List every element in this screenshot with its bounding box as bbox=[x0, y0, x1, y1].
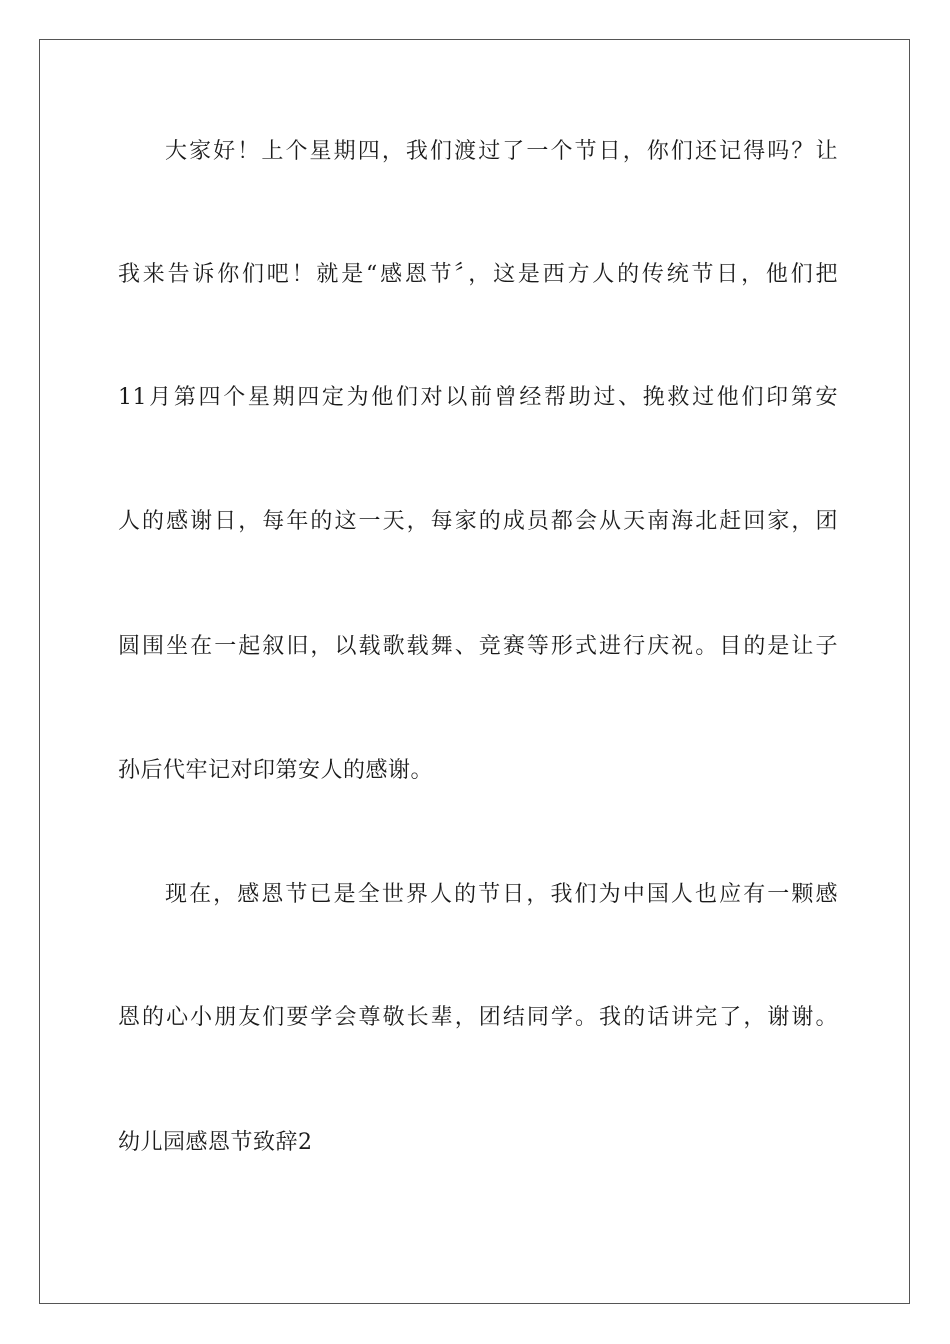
paragraph-1-line-5: 圆围坐在一起叙旧，以载歌载舞、竞赛等形式进行庆祝。目的是让子 bbox=[118, 634, 838, 659]
paragraph-1-line-2: 我来告诉你们吧！就是“感恩节〞，这是西方人的传统节日，他们把 bbox=[118, 262, 838, 287]
paragraph-2-line-1: 现在，感恩节已是全世界人的节日，我们为中国人也应有一颗感 bbox=[165, 882, 838, 907]
paragraph-1-line-1: 大家好！上个星期四，我们渡过了一个节日，你们还记得吗？让 bbox=[165, 139, 838, 164]
paragraph-1-line-3: 11月第四个星期四定为他们对以前曾经帮助过、挽救过他们印第安 bbox=[118, 385, 838, 410]
section-heading: 幼儿园感恩节致辞2 bbox=[118, 1130, 313, 1155]
paragraph-1-line-6: 孙后代牢记对印第安人的感谢。 bbox=[118, 758, 434, 783]
paragraph-2-line-2: 恩的心小朋友们要学会尊敬长辈，团结同学。我的话讲完了，谢谢。 bbox=[118, 1005, 838, 1030]
page-frame bbox=[39, 39, 910, 1304]
paragraph-1-line-4: 人的感谢日，每年的这一天，每家的成员都会从天南海北赶回家，团 bbox=[118, 509, 838, 534]
